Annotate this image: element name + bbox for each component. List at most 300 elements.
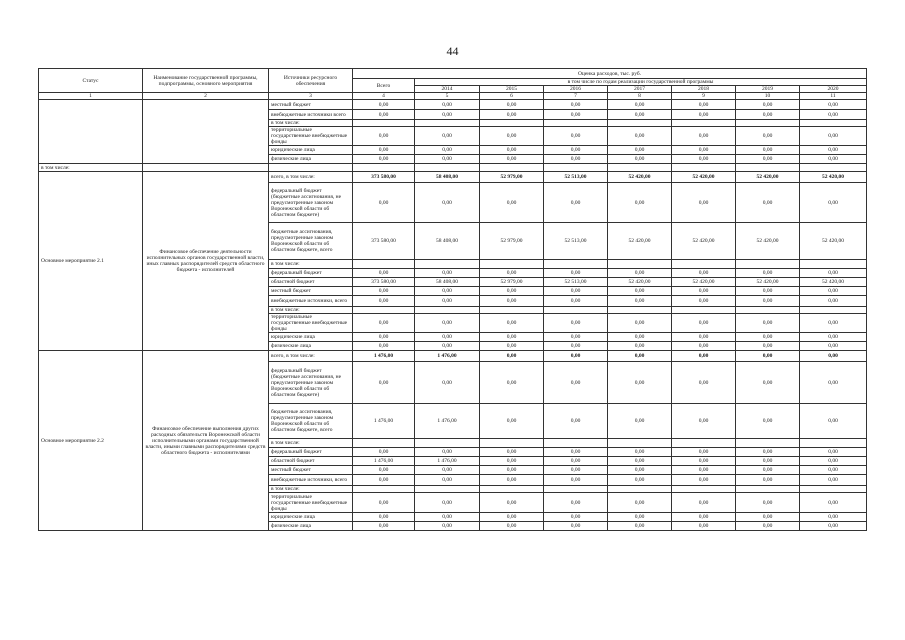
value-cell: 52 420,00 (672, 278, 736, 287)
value-cell (544, 486, 608, 493)
value-cell: 0,00 (353, 475, 415, 486)
source-cell: местный бюджет (269, 466, 353, 475)
value-cell: 0,00 (480, 314, 544, 333)
value-cell: 0,00 (800, 351, 867, 362)
value-cell: 0,00 (480, 493, 544, 513)
value-cell: 0,00 (544, 287, 608, 296)
value-cell: 0,00 (544, 342, 608, 351)
header-by-years: в том числе по годам реализации государственной программы (415, 79, 867, 86)
value-cell: 0,00 (544, 183, 608, 223)
value-cell: 0,00 (353, 146, 415, 155)
value-cell (415, 260, 480, 269)
source-cell: внебюджетные источники всего (269, 110, 353, 120)
value-cell: 0,00 (415, 362, 480, 404)
value-cell: 0,00 (608, 475, 672, 486)
value-cell: 0,00 (415, 110, 480, 120)
value-cell: 0,00 (415, 287, 480, 296)
value-cell (736, 260, 800, 269)
value-cell: 0,00 (544, 513, 608, 522)
value-cell: 0,00 (736, 513, 800, 522)
value-cell: 0,00 (353, 183, 415, 223)
value-cell: 0,00 (736, 296, 800, 307)
value-cell: 0,00 (544, 146, 608, 155)
value-cell: 0,00 (736, 314, 800, 333)
value-cell: 0,00 (800, 522, 867, 531)
value-cell: 0,00 (736, 404, 800, 439)
value-cell: 0,00 (544, 493, 608, 513)
column-number: 3 (269, 93, 353, 100)
value-cell: 0,00 (608, 146, 672, 155)
value-cell: 0,00 (544, 475, 608, 486)
header-source: Источники ресурсного обеспечения (269, 69, 353, 93)
value-cell: 1 476,00 (353, 457, 415, 466)
value-cell: 0,00 (353, 314, 415, 333)
value-cell (608, 120, 672, 127)
value-cell: 0,00 (415, 475, 480, 486)
source-cell: областной бюджет (269, 457, 353, 466)
value-cell: 0,00 (353, 513, 415, 522)
value-cell: 0,00 (544, 362, 608, 404)
source-cell: местный бюджет (269, 100, 353, 110)
value-cell: 0,00 (608, 287, 672, 296)
value-cell: 0,00 (480, 110, 544, 120)
value-cell: 0,00 (544, 269, 608, 278)
value-cell: 0,00 (415, 466, 480, 475)
value-cell: 0,00 (672, 183, 736, 223)
source-cell: внебюджетные источники, всего (269, 296, 353, 307)
empty-cell (544, 164, 608, 172)
value-cell: 0,00 (544, 314, 608, 333)
value-cell: 0,00 (800, 127, 867, 146)
value-cell: 52 420,00 (800, 278, 867, 287)
column-number: 5 (415, 93, 480, 100)
value-cell: 0,00 (480, 513, 544, 522)
value-cell: 0,00 (672, 127, 736, 146)
value-cell (544, 439, 608, 448)
table-row (39, 100, 867, 110)
source-cell: в том числе: (269, 439, 353, 448)
value-cell: 0,00 (736, 155, 800, 164)
year-header: 2016 (544, 86, 608, 93)
value-cell: 0,00 (672, 342, 736, 351)
value-cell: 0,00 (672, 466, 736, 475)
value-cell: 0,00 (672, 155, 736, 164)
year-header: 2014 (415, 86, 480, 93)
value-cell: 52 979,00 (480, 223, 544, 260)
value-cell: 0,00 (800, 513, 867, 522)
column-number: 7 (544, 93, 608, 100)
value-cell: 0,00 (672, 314, 736, 333)
value-cell: 0,00 (353, 333, 415, 342)
value-cell: 0,00 (736, 466, 800, 475)
value-cell: 0,00 (608, 314, 672, 333)
value-cell: 52 513,00 (544, 223, 608, 260)
value-cell: 0,00 (415, 513, 480, 522)
value-cell: 52 420,00 (608, 172, 672, 183)
value-cell: 0,00 (608, 493, 672, 513)
value-cell: 0,00 (415, 333, 480, 342)
value-cell: 0,00 (480, 269, 544, 278)
value-cell (480, 260, 544, 269)
value-cell: 0,00 (672, 100, 736, 110)
value-cell: 0,00 (480, 127, 544, 146)
value-cell: 0,00 (608, 448, 672, 457)
value-cell: 0,00 (480, 457, 544, 466)
source-cell: юридические лица (269, 333, 353, 342)
column-number: 1 (39, 93, 143, 100)
value-cell: 0,00 (800, 296, 867, 307)
value-cell: 0,00 (800, 448, 867, 457)
value-cell: 0,00 (672, 269, 736, 278)
value-cell: 0,00 (608, 183, 672, 223)
value-cell: 0,00 (800, 475, 867, 486)
value-cell: 0,00 (415, 522, 480, 531)
value-cell: 0,00 (672, 404, 736, 439)
value-cell: 0,00 (480, 333, 544, 342)
source-cell: территориальные государственные внебюджетные фонды (269, 493, 353, 513)
value-cell: 0,00 (672, 146, 736, 155)
column-number: 6 (480, 93, 544, 100)
value-cell: 0,00 (415, 183, 480, 223)
value-cell: 0,00 (480, 296, 544, 307)
value-cell: 0,00 (544, 100, 608, 110)
value-cell: 0,00 (353, 342, 415, 351)
value-cell: 0,00 (736, 146, 800, 155)
header-estimate: Оценка расходов, тыс. руб. (353, 69, 867, 79)
value-cell: 0,00 (544, 110, 608, 120)
value-cell: 0,00 (480, 351, 544, 362)
value-cell: 0,00 (736, 269, 800, 278)
value-cell: 0,00 (608, 342, 672, 351)
value-cell: 0,00 (544, 404, 608, 439)
column-number: 10 (736, 93, 800, 100)
value-cell (608, 307, 672, 314)
value-cell: 0,00 (800, 493, 867, 513)
value-cell: 0,00 (608, 127, 672, 146)
value-cell: 0,00 (544, 457, 608, 466)
value-cell: 0,00 (480, 404, 544, 439)
value-cell: 0,00 (736, 333, 800, 342)
value-cell: 52 420,00 (608, 278, 672, 287)
source-cell: в том числе: (269, 260, 353, 269)
value-cell (415, 120, 480, 127)
status-cell (39, 100, 143, 164)
value-cell: 0,00 (608, 333, 672, 342)
page-number: 44 (446, 44, 459, 58)
value-cell: 52 420,00 (672, 223, 736, 260)
column-number: 2 (143, 93, 269, 100)
source-cell: в том числе: (269, 486, 353, 493)
year-header: 2015 (480, 86, 544, 93)
value-cell: 0,00 (736, 448, 800, 457)
value-cell: 0,00 (480, 342, 544, 351)
budget-body (39, 100, 867, 531)
value-cell: 0,00 (736, 342, 800, 351)
value-cell: 0,00 (480, 448, 544, 457)
value-cell: 0,00 (480, 100, 544, 110)
year-header: 2020 (800, 86, 867, 93)
year-header: 2017 (608, 86, 672, 93)
value-cell: 1 476,00 (415, 351, 480, 362)
value-cell: 0,00 (672, 475, 736, 486)
value-cell: 0,00 (672, 448, 736, 457)
value-cell: 0,00 (480, 475, 544, 486)
empty-cell (608, 164, 672, 172)
value-cell (480, 120, 544, 127)
value-cell: 58 408,00 (415, 172, 480, 183)
value-cell: 0,00 (800, 342, 867, 351)
value-cell: 0,00 (800, 287, 867, 296)
value-cell (353, 120, 415, 127)
value-cell (544, 307, 608, 314)
value-cell: 0,00 (800, 269, 867, 278)
source-cell: всего, в том числе: (269, 351, 353, 362)
value-cell: 0,00 (608, 457, 672, 466)
value-cell (800, 486, 867, 493)
source-cell: юридические лица (269, 513, 353, 522)
value-cell: 0,00 (480, 183, 544, 223)
value-cell: 52 420,00 (800, 223, 867, 260)
value-cell: 0,00 (736, 287, 800, 296)
value-cell (544, 260, 608, 269)
year-header: 2018 (672, 86, 736, 93)
value-cell: 0,00 (480, 155, 544, 164)
value-cell: 0,00 (544, 522, 608, 531)
budget-sheet (38, 68, 866, 531)
empty-cell (736, 164, 800, 172)
value-cell: 0,00 (544, 155, 608, 164)
section-row (39, 164, 867, 172)
table-row (39, 351, 867, 362)
value-cell: 0,00 (736, 127, 800, 146)
value-cell: 0,00 (800, 314, 867, 333)
value-cell: 0,00 (480, 146, 544, 155)
value-cell (672, 120, 736, 127)
value-cell: 58 408,00 (415, 223, 480, 260)
source-cell: бюджетные ассигнования, предусмотренные законом Воронежской области об областном бюджете, всего (269, 223, 353, 260)
section-label: в том числе: (39, 164, 143, 172)
value-cell (800, 260, 867, 269)
value-cell: 0,00 (608, 522, 672, 531)
value-cell: 0,00 (608, 404, 672, 439)
value-cell: 0,00 (672, 513, 736, 522)
value-cell: 0,00 (544, 466, 608, 475)
value-cell: 0,00 (480, 522, 544, 531)
value-cell: 0,00 (736, 351, 800, 362)
value-cell: 0,00 (353, 110, 415, 120)
value-cell (736, 307, 800, 314)
source-cell: физические лица (269, 155, 353, 164)
value-cell: 0,00 (608, 110, 672, 120)
value-cell: 0,00 (672, 522, 736, 531)
value-cell: 52 420,00 (736, 172, 800, 183)
value-cell (672, 439, 736, 448)
value-cell: 52 420,00 (672, 172, 736, 183)
value-cell: 0,00 (415, 296, 480, 307)
value-cell: 0,00 (672, 457, 736, 466)
value-cell: 0,00 (608, 296, 672, 307)
value-cell: 0,00 (800, 457, 867, 466)
value-cell (353, 307, 415, 314)
value-cell: 0,00 (544, 448, 608, 457)
value-cell: 0,00 (800, 100, 867, 110)
value-cell (480, 486, 544, 493)
value-cell: 0,00 (736, 493, 800, 513)
source-cell: территориальные государственные внебюджетные фонды (269, 314, 353, 333)
value-cell (672, 486, 736, 493)
value-cell: 0,00 (480, 466, 544, 475)
value-cell: 0,00 (800, 146, 867, 155)
header-status: Статус (39, 69, 143, 93)
value-cell (415, 307, 480, 314)
value-cell: 0,00 (608, 100, 672, 110)
source-cell: федеральный бюджет (бюджетные ассигнования, не предусмотренные законом Воронежской области об областном бюджете) (269, 362, 353, 404)
value-cell: 0,00 (544, 296, 608, 307)
header-total: Всего (353, 79, 415, 93)
empty-cell (672, 164, 736, 172)
value-cell: 0,00 (415, 448, 480, 457)
value-cell: 0,00 (353, 522, 415, 531)
value-cell: 52 420,00 (800, 172, 867, 183)
value-cell: 1 476,00 (415, 404, 480, 439)
empty-cell (353, 164, 415, 172)
value-cell (736, 486, 800, 493)
value-cell: 0,00 (353, 296, 415, 307)
empty-cell (480, 164, 544, 172)
name-cell (143, 100, 269, 164)
source-cell: всего, в том числе: (269, 172, 353, 183)
source-cell: федеральный бюджет (269, 269, 353, 278)
header-name: Наименование государственной программы, подпрограммы, основного мероприятия (143, 69, 269, 93)
value-cell (800, 307, 867, 314)
value-cell: 0,00 (353, 466, 415, 475)
empty-cell (143, 164, 269, 172)
value-cell (415, 439, 480, 448)
source-cell: физические лица (269, 342, 353, 351)
value-cell: 373 580,00 (353, 172, 415, 183)
value-cell: 0,00 (415, 269, 480, 278)
value-cell: 0,00 (608, 269, 672, 278)
value-cell: 0,00 (672, 110, 736, 120)
value-cell (544, 120, 608, 127)
source-cell: в том числе: (269, 120, 353, 127)
value-cell: 0,00 (415, 146, 480, 155)
value-cell: 0,00 (736, 475, 800, 486)
source-cell: внебюджетные источники, всего (269, 475, 353, 486)
value-cell: 0,00 (353, 100, 415, 110)
budget-table (38, 68, 867, 531)
value-cell: 0,00 (736, 110, 800, 120)
value-cell: 373 580,00 (353, 223, 415, 260)
value-cell (608, 486, 672, 493)
source-cell: физические лица (269, 522, 353, 531)
value-cell: 373 580,00 (353, 278, 415, 287)
source-cell: федеральный бюджет (269, 448, 353, 457)
value-cell: 0,00 (800, 155, 867, 164)
value-cell (480, 307, 544, 314)
value-cell: 0,00 (608, 513, 672, 522)
value-cell: 0,00 (415, 127, 480, 146)
value-cell: 0,00 (800, 110, 867, 120)
value-cell: 0,00 (353, 448, 415, 457)
source-cell: бюджетные ассигнования, предусмотренные законом Воронежской области об областном бюджете, всего (269, 404, 353, 439)
value-cell: 0,00 (415, 314, 480, 333)
value-cell (736, 120, 800, 127)
table-row (39, 172, 867, 183)
value-cell (353, 260, 415, 269)
column-number: 8 (608, 93, 672, 100)
value-cell: 0,00 (415, 342, 480, 351)
value-cell: 0,00 (608, 351, 672, 362)
value-cell: 52 513,00 (544, 278, 608, 287)
value-cell (608, 439, 672, 448)
value-cell: 0,00 (353, 127, 415, 146)
value-cell: 0,00 (736, 457, 800, 466)
value-cell (353, 439, 415, 448)
value-cell (415, 486, 480, 493)
value-cell: 0,00 (415, 100, 480, 110)
value-cell: 0,00 (544, 127, 608, 146)
value-cell (353, 486, 415, 493)
empty-cell (269, 164, 353, 172)
value-cell: 0,00 (353, 362, 415, 404)
value-cell: 52 979,00 (480, 278, 544, 287)
status-measure-2-2: Основное мероприятие 2.2 (39, 351, 143, 531)
value-cell: 52 513,00 (544, 172, 608, 183)
value-cell: 1 476,00 (415, 457, 480, 466)
value-cell (800, 439, 867, 448)
value-cell: 1 476,00 (353, 404, 415, 439)
value-cell: 0,00 (544, 351, 608, 362)
value-cell: 0,00 (672, 287, 736, 296)
value-cell (480, 439, 544, 448)
value-cell: 52 420,00 (608, 223, 672, 260)
source-cell: местный бюджет (269, 287, 353, 296)
value-cell: 0,00 (353, 269, 415, 278)
value-cell: 0,00 (672, 351, 736, 362)
value-cell (608, 260, 672, 269)
source-cell: территориальные государственные внебюджетные фонды (269, 127, 353, 146)
value-cell: 0,00 (800, 466, 867, 475)
column-number: 9 (672, 93, 736, 100)
value-cell: 0,00 (736, 100, 800, 110)
value-cell (800, 120, 867, 127)
value-cell (672, 260, 736, 269)
value-cell: 0,00 (736, 183, 800, 223)
value-cell: 0,00 (800, 333, 867, 342)
value-cell: 0,00 (672, 296, 736, 307)
value-cell (736, 439, 800, 448)
value-cell: 52 420,00 (736, 278, 800, 287)
status-measure-2-1: Основное мероприятие 2.1 (39, 172, 143, 351)
name-measure-2-1: Финансовое обеспечение деятельности исполнительных органов государственной власти, иных главных распорядителей средств областного бюджета - исполнителей (143, 172, 269, 351)
value-cell: 0,00 (672, 333, 736, 342)
year-header: 2019 (736, 86, 800, 93)
value-cell: 0,00 (353, 155, 415, 164)
value-cell: 0,00 (480, 287, 544, 296)
source-cell: федеральный бюджет (бюджетные ассигнования, не предусмотренные законом Воронежской области об областном бюджете) (269, 183, 353, 223)
column-number: 11 (800, 93, 867, 100)
value-cell: 58 408,00 (415, 278, 480, 287)
value-cell: 0,00 (736, 522, 800, 531)
value-cell: 0,00 (480, 362, 544, 404)
value-cell: 1 476,00 (353, 351, 415, 362)
source-cell: юридические лица (269, 146, 353, 155)
value-cell: 0,00 (608, 155, 672, 164)
value-cell: 0,00 (800, 404, 867, 439)
value-cell: 0,00 (672, 362, 736, 404)
value-cell: 0,00 (353, 287, 415, 296)
